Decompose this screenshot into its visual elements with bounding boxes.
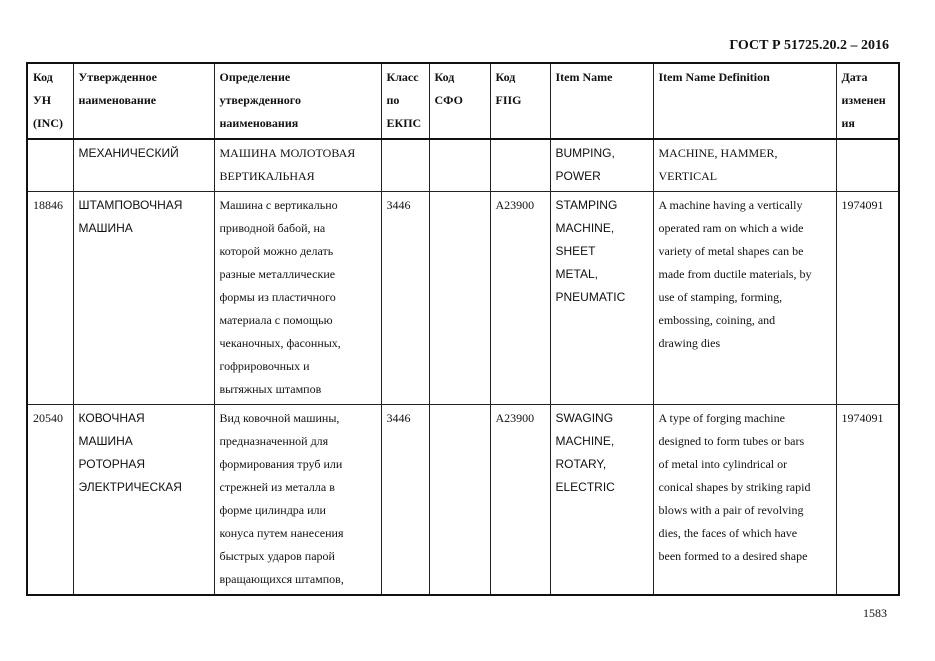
header-line: Код	[33, 70, 53, 84]
cell-line: МАШИНА	[78, 434, 133, 448]
cell-line: МАШИНА МОЛОТОВАЯ	[219, 146, 356, 160]
cell-line: разные металлические	[219, 267, 336, 281]
header-line: по	[386, 93, 400, 107]
cell-line: A type of forging machine	[658, 411, 785, 425]
table-row	[27, 405, 899, 596]
header-line: изменен	[841, 93, 886, 107]
table-row	[27, 139, 899, 192]
cell-line: conical shapes by striking rapid	[658, 480, 811, 494]
header-line: Класс	[386, 70, 419, 84]
cell-line: A machine having a vertically	[658, 198, 803, 212]
cell-line: формы из пластичного	[219, 290, 336, 304]
cell-line: drawing dies	[658, 336, 721, 350]
cell-fiig	[490, 192, 550, 405]
cell-line: designed to form tubes or bars	[658, 434, 805, 448]
column-header-class	[381, 63, 429, 139]
column-header-definition	[214, 63, 381, 139]
cell-line: вытяжных штампов	[219, 382, 322, 396]
cell-line: BUMPING,	[555, 146, 615, 160]
header-line: Определение	[219, 70, 291, 84]
header-line: ия	[841, 116, 855, 130]
cell-sfo	[429, 192, 490, 405]
cell-approved-name	[73, 405, 214, 596]
header-line: наименование	[78, 93, 157, 107]
header-line: Утвержденное	[78, 70, 157, 84]
cell-value: 3446	[386, 198, 411, 212]
cell-sfo	[429, 139, 490, 192]
cell-line: РОТОРНАЯ	[78, 457, 146, 471]
cell-line: ELECTRIC	[555, 480, 615, 494]
cell-line: КОВОЧНАЯ	[78, 411, 145, 425]
cell-line: МЕХАНИЧЕСКИЙ	[78, 146, 179, 160]
cell-line: POWER	[555, 169, 601, 183]
cell-line: ВЕРТИКАЛЬНАЯ	[219, 169, 315, 183]
cell-item-definition	[653, 405, 836, 596]
page-number: 1583	[863, 606, 887, 620]
header-line: УН	[33, 93, 52, 107]
cell-line: STAMPING	[555, 198, 618, 212]
cell-line: METAL,	[555, 267, 598, 281]
cell-line: вращающихся штампов,	[219, 572, 344, 586]
table-row	[27, 192, 899, 405]
column-header-sfo	[429, 63, 490, 139]
header-line: Item Name	[555, 70, 613, 84]
cell-item-name	[550, 192, 653, 405]
cell-item-definition	[653, 139, 836, 192]
cell-line: гофрировочных и	[219, 359, 310, 373]
cell-line: variety of metal shapes can be	[658, 244, 804, 258]
cell-sfo	[429, 405, 490, 596]
cell-line: МАШИНА	[78, 221, 133, 235]
column-header-item-name-definition	[653, 63, 836, 139]
cell-line: конуса путем нанесения	[219, 526, 344, 540]
cell-value: 1974091	[841, 411, 884, 425]
cell-item-name	[550, 405, 653, 596]
cell-line: чеканочных, фасонных,	[219, 336, 341, 350]
cell-change-date	[836, 405, 899, 596]
cell-value: A23900	[495, 198, 535, 212]
cell-line: стрежней из металла в	[219, 480, 335, 494]
header-line: утвержденного	[219, 93, 301, 107]
cell-approved-name	[73, 139, 214, 192]
cell-definition	[214, 139, 381, 192]
header-line: наименования	[219, 116, 299, 130]
cell-line: материала с помощью	[219, 313, 333, 327]
cell-fiig	[490, 405, 550, 596]
cell-line: SWAGING	[555, 411, 614, 425]
cell-line: dies, the faces of which have	[658, 526, 798, 540]
header-line: (INC)	[33, 116, 63, 130]
cell-line: MACHINE,	[555, 434, 615, 448]
cell-class	[381, 139, 429, 192]
document-header: ГОСТ Р 51725.20.2 – 2016	[729, 38, 889, 53]
cell-value: 3446	[386, 411, 411, 425]
column-header-approved-name	[73, 63, 214, 139]
cell-class	[381, 192, 429, 405]
cell-value: 20540	[33, 411, 63, 425]
cell-line: ROTARY,	[555, 457, 607, 471]
cell-value: 18846	[33, 198, 63, 212]
column-header-fiig	[490, 63, 550, 139]
header-line: СФО	[434, 93, 463, 107]
cell-line: формирования труб или	[219, 457, 343, 471]
header-line: FIIG	[495, 93, 522, 107]
cell-line: SHEET	[555, 244, 596, 258]
cell-line: embossing, coining, and	[658, 313, 776, 327]
table-header-row	[27, 63, 899, 139]
cell-approved-name	[73, 192, 214, 405]
cell-definition	[214, 405, 381, 596]
cell-line: Вид ковочной машины,	[219, 411, 340, 425]
cell-line: MACHINE, HAMMER,	[658, 146, 778, 160]
cell-line: use of stamping, forming,	[658, 290, 783, 304]
cell-line: blows with a pair of revolving	[658, 503, 804, 517]
header-line: Item Name Definition	[658, 70, 770, 84]
cell-line: VERTICAL	[658, 169, 718, 183]
cell-inc	[27, 139, 73, 192]
column-header-change-date	[836, 63, 899, 139]
cell-line: форме цилиндра или	[219, 503, 326, 517]
header-line: Код	[495, 70, 516, 84]
cell-inc	[27, 192, 73, 405]
cell-line: ЭЛЕКТРИЧЕСКАЯ	[78, 480, 182, 494]
cell-change-date	[836, 192, 899, 405]
cell-value: 1974091	[841, 198, 884, 212]
cell-item-definition	[653, 192, 836, 405]
cell-line: made from ductile materials, by	[658, 267, 812, 281]
cell-line: MACHINE,	[555, 221, 615, 235]
cell-change-date	[836, 139, 899, 192]
column-header-inc	[27, 63, 73, 139]
cell-line: PNEUMATIC	[555, 290, 626, 304]
cell-line: предназначенной для	[219, 434, 329, 448]
header-line: ЕКПС	[386, 116, 422, 130]
cell-inc	[27, 405, 73, 596]
cell-value: A23900	[495, 411, 535, 425]
cell-line: of metal into cylindrical or	[658, 457, 788, 471]
cell-line: ШТАМПОВОЧНАЯ	[78, 198, 183, 212]
header-line: Дата	[841, 70, 868, 84]
cell-line: been formed to a desired shape	[658, 549, 808, 563]
cell-line: быстрых ударов парой	[219, 549, 335, 563]
cell-line: которой можно делать	[219, 244, 334, 258]
header-line: Код	[434, 70, 455, 84]
cell-line: operated ram on which a wide	[658, 221, 804, 235]
cell-definition	[214, 192, 381, 405]
cell-item-name	[550, 139, 653, 192]
classification-table	[26, 62, 900, 596]
column-header-item-name	[550, 63, 653, 139]
cell-fiig	[490, 139, 550, 192]
cell-line: приводной бабой, на	[219, 221, 326, 235]
cell-line: Машина с вертикально	[219, 198, 338, 212]
cell-class	[381, 405, 429, 596]
